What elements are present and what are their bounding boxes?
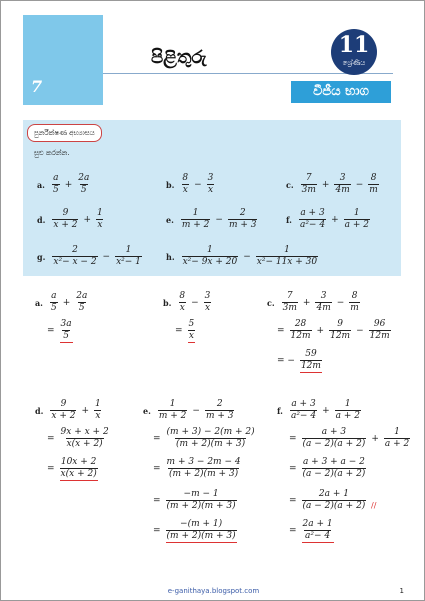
answer-a-result: = $\frac{3a}{5}$	[47, 319, 72, 341]
answer-f-step2: = $\frac{a + 3 + a - 2}{(a - 2)(a + 2)}$	[289, 457, 366, 479]
check-mark: //	[371, 501, 377, 510]
exercise-tab: පුනරීක්ෂණ අභ්‍යාසය	[27, 124, 102, 142]
answer-a-question: a. a 5 + $\frac{2a}{5}$	[35, 291, 88, 313]
grade-number: 11	[338, 32, 370, 58]
answer-d-result: = $\frac{10x + 2}{x(x + 2)}$	[47, 457, 97, 479]
answer-b-result: = $\frac{5}{x}$	[175, 319, 195, 341]
question-g: g. 2 x²− x − 2 − $\frac{1}{\text{x²− 1}}$	[37, 245, 141, 267]
answer-e-step3: = $\frac{-m - 1}{(m + 2)(m + 3)}$	[153, 489, 236, 511]
subject-banner: වීජීය භාග	[291, 81, 391, 103]
answer-c-step1: = $\frac{28}{12m}$ + $\frac{9}{12m}$ − $\frac{96}{12m}$	[277, 319, 390, 341]
question-c: c. 7 3m + $\frac{3}{4m}$ − $\frac{8}{m}$	[286, 173, 378, 195]
answer-e-step2: = $\frac{m + 3 - 2m - 4}{(m + 2)(m + 3)}$	[153, 457, 241, 479]
answer-f-question: f. a + 3 a²− 4 + $\frac{1}{a + 2}$	[277, 399, 360, 421]
question-f: f. a + 3 a²− 4 + $\frac{1}{a + 2}$	[286, 208, 369, 230]
question-b: b. 8 x − $\frac{3}{x}$	[166, 173, 214, 195]
answer-f-step1: = $\frac{a + 3}{(a - 2)(a + 2)}$ + $\frac{1}{a + 2}$	[289, 427, 410, 449]
grade-label: ශ්‍රේණිය	[342, 59, 366, 67]
grade-badge	[331, 29, 377, 75]
answer-e-step1: = $\frac{(m + 3) - 2(m + 2)}{(m + 2)(m + 3)}$	[153, 427, 255, 449]
question-h: h. 1 x²− 9x + 20 − $\frac{1}{\text{x²− 11x + 30}}$	[166, 245, 318, 267]
question-d: d. 9 x + 2 + $\frac{1}{x}$	[37, 208, 103, 230]
answer-f-step3: = $\frac{2a + 1}{(a - 2)(a + 2)}$	[289, 489, 366, 511]
page-number: 1	[399, 587, 404, 595]
exercise-instruction: සුළු කරන්න.	[34, 149, 70, 157]
answer-c-result: = − $\frac{59}{12m}$	[277, 349, 321, 371]
chapter-title: පිළිතුරු	[151, 47, 207, 68]
answer-b-question: b. 8 x − $\frac{3}{x}$	[163, 291, 211, 313]
answer-d-question: d. 9 x + 2 + $\frac{1}{x}$	[35, 399, 101, 421]
answer-f-result: = $\frac{2a + 1}{\text{a²− 4}}$	[289, 519, 333, 541]
answer-e-question: e. 1 m + 2 − $\frac{2}{m + 3}$	[143, 399, 234, 421]
chapter-number: 7	[31, 77, 43, 96]
question-a: a. a 5 + $\frac{2a}{5}$	[37, 173, 90, 195]
footer-site[interactable]: e-ganithaya.blogspot.com	[167, 587, 260, 595]
answer-c-question: c. 7 3m + $\frac{3}{4m}$ − $\frac{8}{m}$	[267, 291, 359, 313]
question-e: e. 1 m + 2 − $\frac{2}{m + 3}$	[166, 208, 257, 230]
answer-d-step1: = $\frac{9x + x + 2}{x(x + 2)}$	[47, 427, 109, 449]
answer-e-result: = $\frac{-(m + 1)}{(m + 2)(m + 3)}$	[153, 519, 236, 541]
